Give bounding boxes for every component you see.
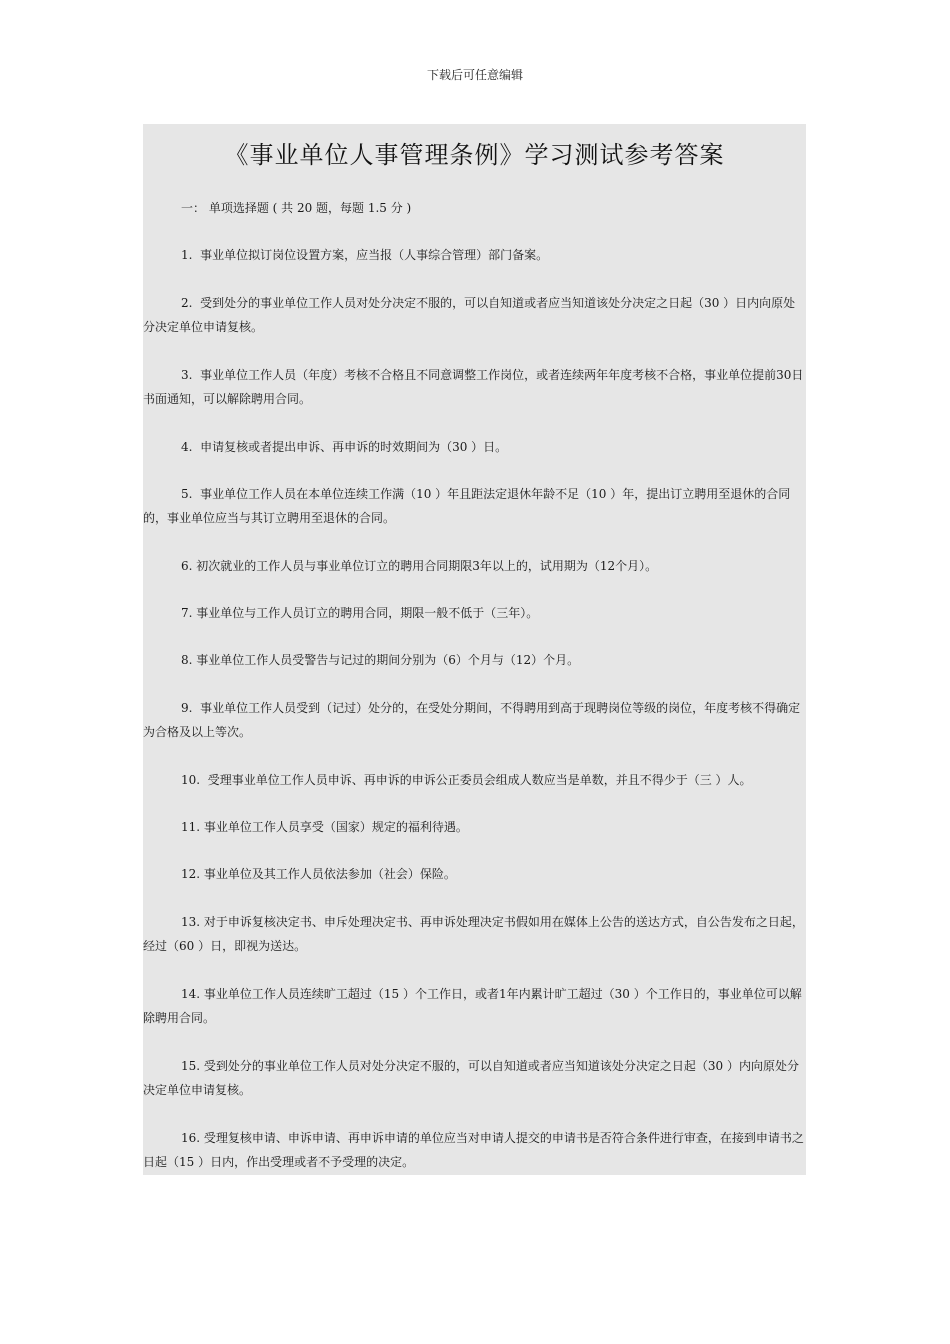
question-item: 8. 事业单位工作人员受警告与记过的期间分别为（6）个月与（12）个月。 [181,653,580,667]
question-item: 9. 事业单位工作人员受到（记过）处分的，在受处分期间，不得聘用到高于现聘岗位等级的岗位，年度考核不得确定为合格及以上等次。 [143,701,801,739]
question-item: 15. 受到处分的事业单位工作人员对处分决定不服的，可以自知道或者应当知道该处分决定之日起（30 ）内向原处分决定单位申请复核。 [143,1059,799,1097]
question-item: 4. 申请复核或者提出申诉、再申诉的时效期间为（30 ）日。 [181,440,508,454]
question-item: 12. 事业单位及其工作人员依法参加（社会）保险。 [181,867,456,881]
question-item: 10. 受理事业单位工作人员申诉、再申诉的申诉公正委员会组成人数应当是单数，并且不得少于（三 ）人。 [181,773,752,787]
document-title: 《事业单位人事管理条例》学习测试参考答案 [224,141,725,169]
question-item: 1. 事业单位拟订岗位设置方案，应当报（人事综合管理）部门备案。 [181,248,549,262]
question-item: 7. 事业单位与工作人员订立的聘用合同，期限一般不低于（三年）。 [181,606,539,620]
question-item: 11. 事业单位工作人员享受（国家）规定的福利待遇。 [181,820,468,834]
question-item: 2. 受到处分的事业单位工作人员对处分决定不服的，可以自知道或者应当知道该处分决定之日起（30 ）日内向原处分决定单位申请复核。 [143,296,796,334]
question-item: 6. 初次就业的工作人员与事业单位订立的聘用合同期限3年以上的，试用期为（12个月）。 [181,559,658,573]
question-item: 13. 对于申诉复核决定书、申斥处理决定书、再申诉处理决定书假如用在媒体上公告的送达方式，自公告发布之日起，经过（60 ）日，即视为送达。 [143,915,804,953]
question-item: 14. 事业单位工作人员连续旷工超过（15 ）个工作日，或者1年内累计旷工超过（30 ）个工作日的，事业单位可以解除聘用合同。 [143,987,802,1025]
section-heading: 一： 单项选择题 ( 共 20 题，每题 1.5 分 ) [181,201,412,215]
header-note: 下载后可任意编辑 [426,68,523,82]
question-item: 16. 受理复核申请、申诉申请、再申诉申请的单位应当对申请人提交的申请书是否符合条件进行审查，在接到申请书之日起（15 ）日内，作出受理或者不予受理的决定。 [143,1131,804,1169]
question-item: 5. 事业单位工作人员在本单位连续工作满（10 ）年且距法定退休年龄不足（10 ）年，提出订立聘用至退休的合同的，事业单位应当与其订立聘用至退休的合同。 [143,487,791,525]
question-item: 3. 事业单位工作人员（年度）考核不合格且不同意调整工作岗位，或者连续两年年度考核不合格，事业单位提前30日书面通知，可以解除聘用合同。 [143,368,804,406]
